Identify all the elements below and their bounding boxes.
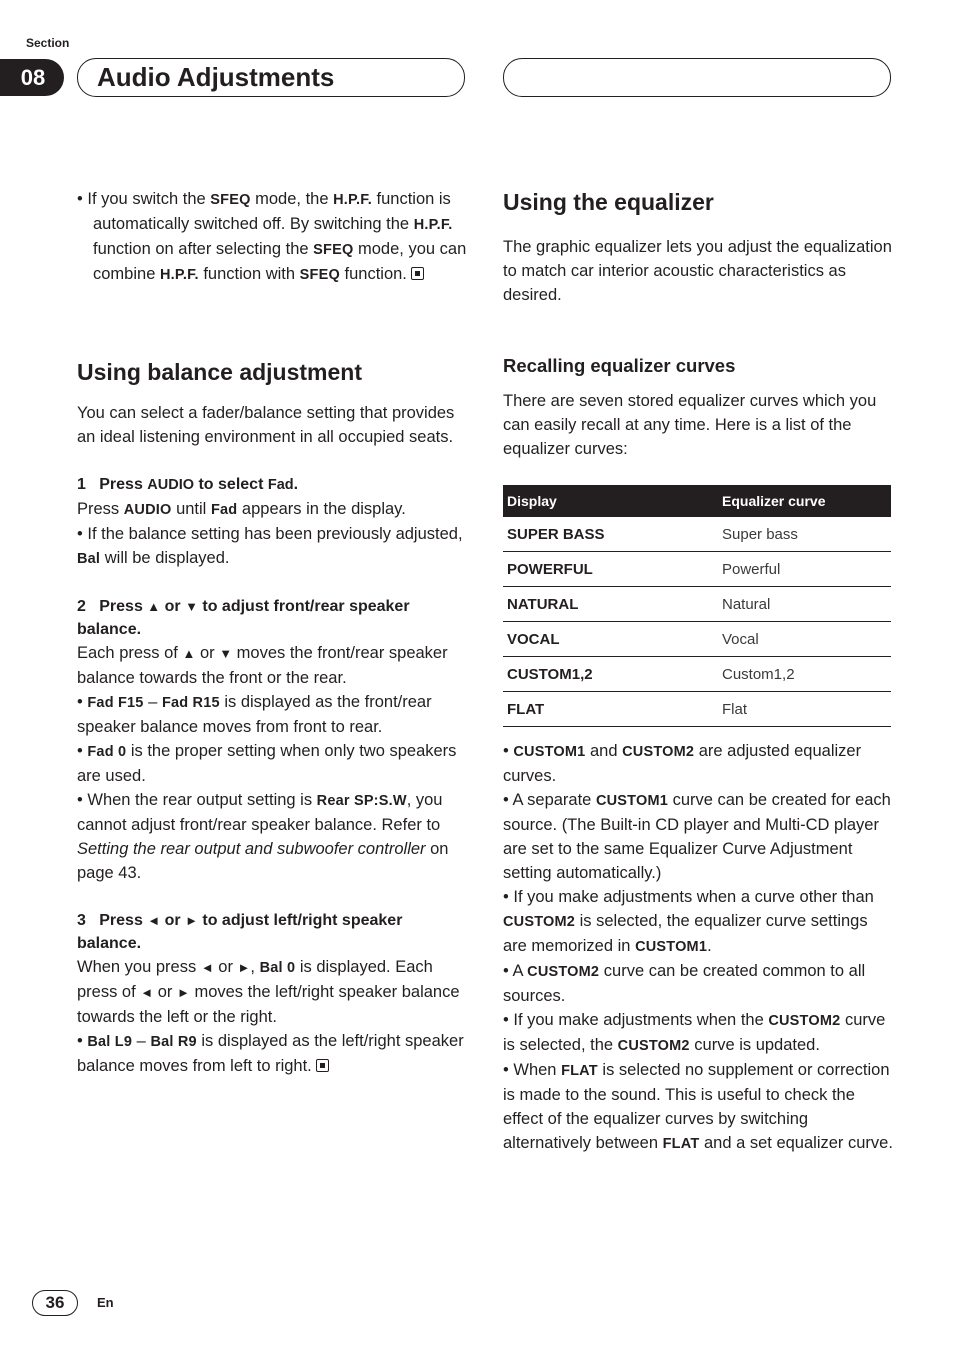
note-item: • A separate CUSTOM1 curve can be created for each source. (The Built-in CD player and Multi-CD player are set to the same Equalizer Curve Adjustment setting automatically.) [503, 791, 891, 882]
end-mark-icon [411, 267, 424, 280]
end-mark-icon [316, 1059, 329, 1072]
step-1-body: Press AUDIO until Fad appears in the display. [77, 500, 406, 518]
down-arrow-icon: ▼ [185, 599, 198, 614]
note-item: • A CUSTOM2 curve can be created common to all sources. [503, 962, 866, 1005]
table-row: CUSTOM1,2 Custom1,2 [503, 657, 891, 692]
note-item: • CUSTOM1 and CUSTOM2 are adjusted equalizer curves. [503, 742, 862, 785]
table-header-display: Display [503, 485, 718, 517]
header-blank-box [503, 58, 891, 97]
language-label: En [97, 1295, 114, 1310]
recall-heading: Recalling equalizer curves [503, 355, 736, 376]
balance-intro: You can select a fader/balance setting that provides an ideal listening environment in all occupied seats. [77, 404, 455, 446]
step-1-note: • If the balance setting has been previously adjusted, Bal will be displayed. [77, 525, 463, 567]
note-item: • If you make adjustments when a curve other than CUSTOM2 is selected, the equalizer curve settings are memorized in CUSTOM1. [503, 888, 874, 955]
step-1-heading: 1 Press AUDIO to select Fad. [77, 476, 299, 493]
page-title: Audio Adjustments [77, 58, 465, 97]
balance-heading: Using balance adjustment [77, 359, 363, 385]
equalizer-curve-table [503, 485, 891, 727]
table-header-curve: Equalizer curve [718, 485, 891, 517]
left-column [77, 187, 467, 1078]
equalizer-intro: The graphic equalizer lets you adjust the equalization to match car interior acoustic characteristics as desired. [503, 238, 892, 304]
table-row: FLAT Flat [503, 692, 891, 727]
left-arrow-icon: ◄ [147, 913, 161, 928]
note-item: • If you make adjustments when the CUSTOM2 curve is selected, the CUSTOM2 curve is updated. [503, 1011, 886, 1054]
section-label: Section [26, 36, 70, 50]
right-column [503, 187, 893, 1156]
table-row: SUPER BASS Super bass [503, 517, 891, 552]
step-2-note-3: • When the rear output setting is Rear SP:S.W, you cannot adjust front/rear speaker balance. Refer to Setting the rear output and subwoofer controller on page 43. [77, 791, 449, 882]
page-number: 36 [32, 1290, 78, 1316]
step-2-heading: 2 Press ▲ or ▼ to adjust front/rear speaker balance. [77, 598, 410, 638]
recall-intro: There are seven stored equalizer curves which you can easily recall at any time. Here is a list of the equalizer curves: [503, 392, 877, 458]
step-3-note: • Bal L9 – Bal R9 is displayed as the left/right speaker balance moves from left to right. [77, 1032, 464, 1075]
up-arrow-icon: ▲ [147, 599, 161, 614]
step-3-heading: 3 Press ◄ or ► to adjust left/right speaker balance. [77, 912, 403, 952]
step-3-body: When you press ◄ or ►, Bal 0 is displayed. Each press of ◄ or ► moves the left/right speaker balance towards the left or the right. [77, 958, 460, 1026]
table-row: VOCAL Vocal [503, 622, 891, 657]
table-row: NATURAL Natural [503, 587, 891, 622]
step-2-body: Each press of ▲ or ▼ moves the front/rear speaker balance towards the front or the rear. [77, 644, 448, 687]
step-2-note-2: • Fad 0 is the proper setting when only two speakers are used. [77, 742, 457, 785]
note-item: • When FLAT is selected no supplement or correction is made to the sound. This is useful to check the effect of the equalizer curves by switching alternatively between FLAT and a set equalizer curve. [503, 1061, 893, 1152]
custom-notes [503, 739, 893, 1156]
sfeq-note: • If you switch the SFEQ mode, the H.P.F. function is automatically switched off. By switching the H.P.F. function on after selecting the SFEQ mode, you can combine H.P.F. function with SFEQ function. [77, 190, 467, 283]
right-arrow-icon: ► [185, 913, 198, 928]
equalizer-heading: Using the equalizer [503, 189, 714, 215]
section-number-badge: 08 [0, 59, 64, 96]
step-2-note-1: • Fad F15 – Fad R15 is displayed as the front/rear speaker balance moves from front to rear. [77, 693, 432, 736]
table-row: POWERFUL Powerful [503, 552, 891, 587]
